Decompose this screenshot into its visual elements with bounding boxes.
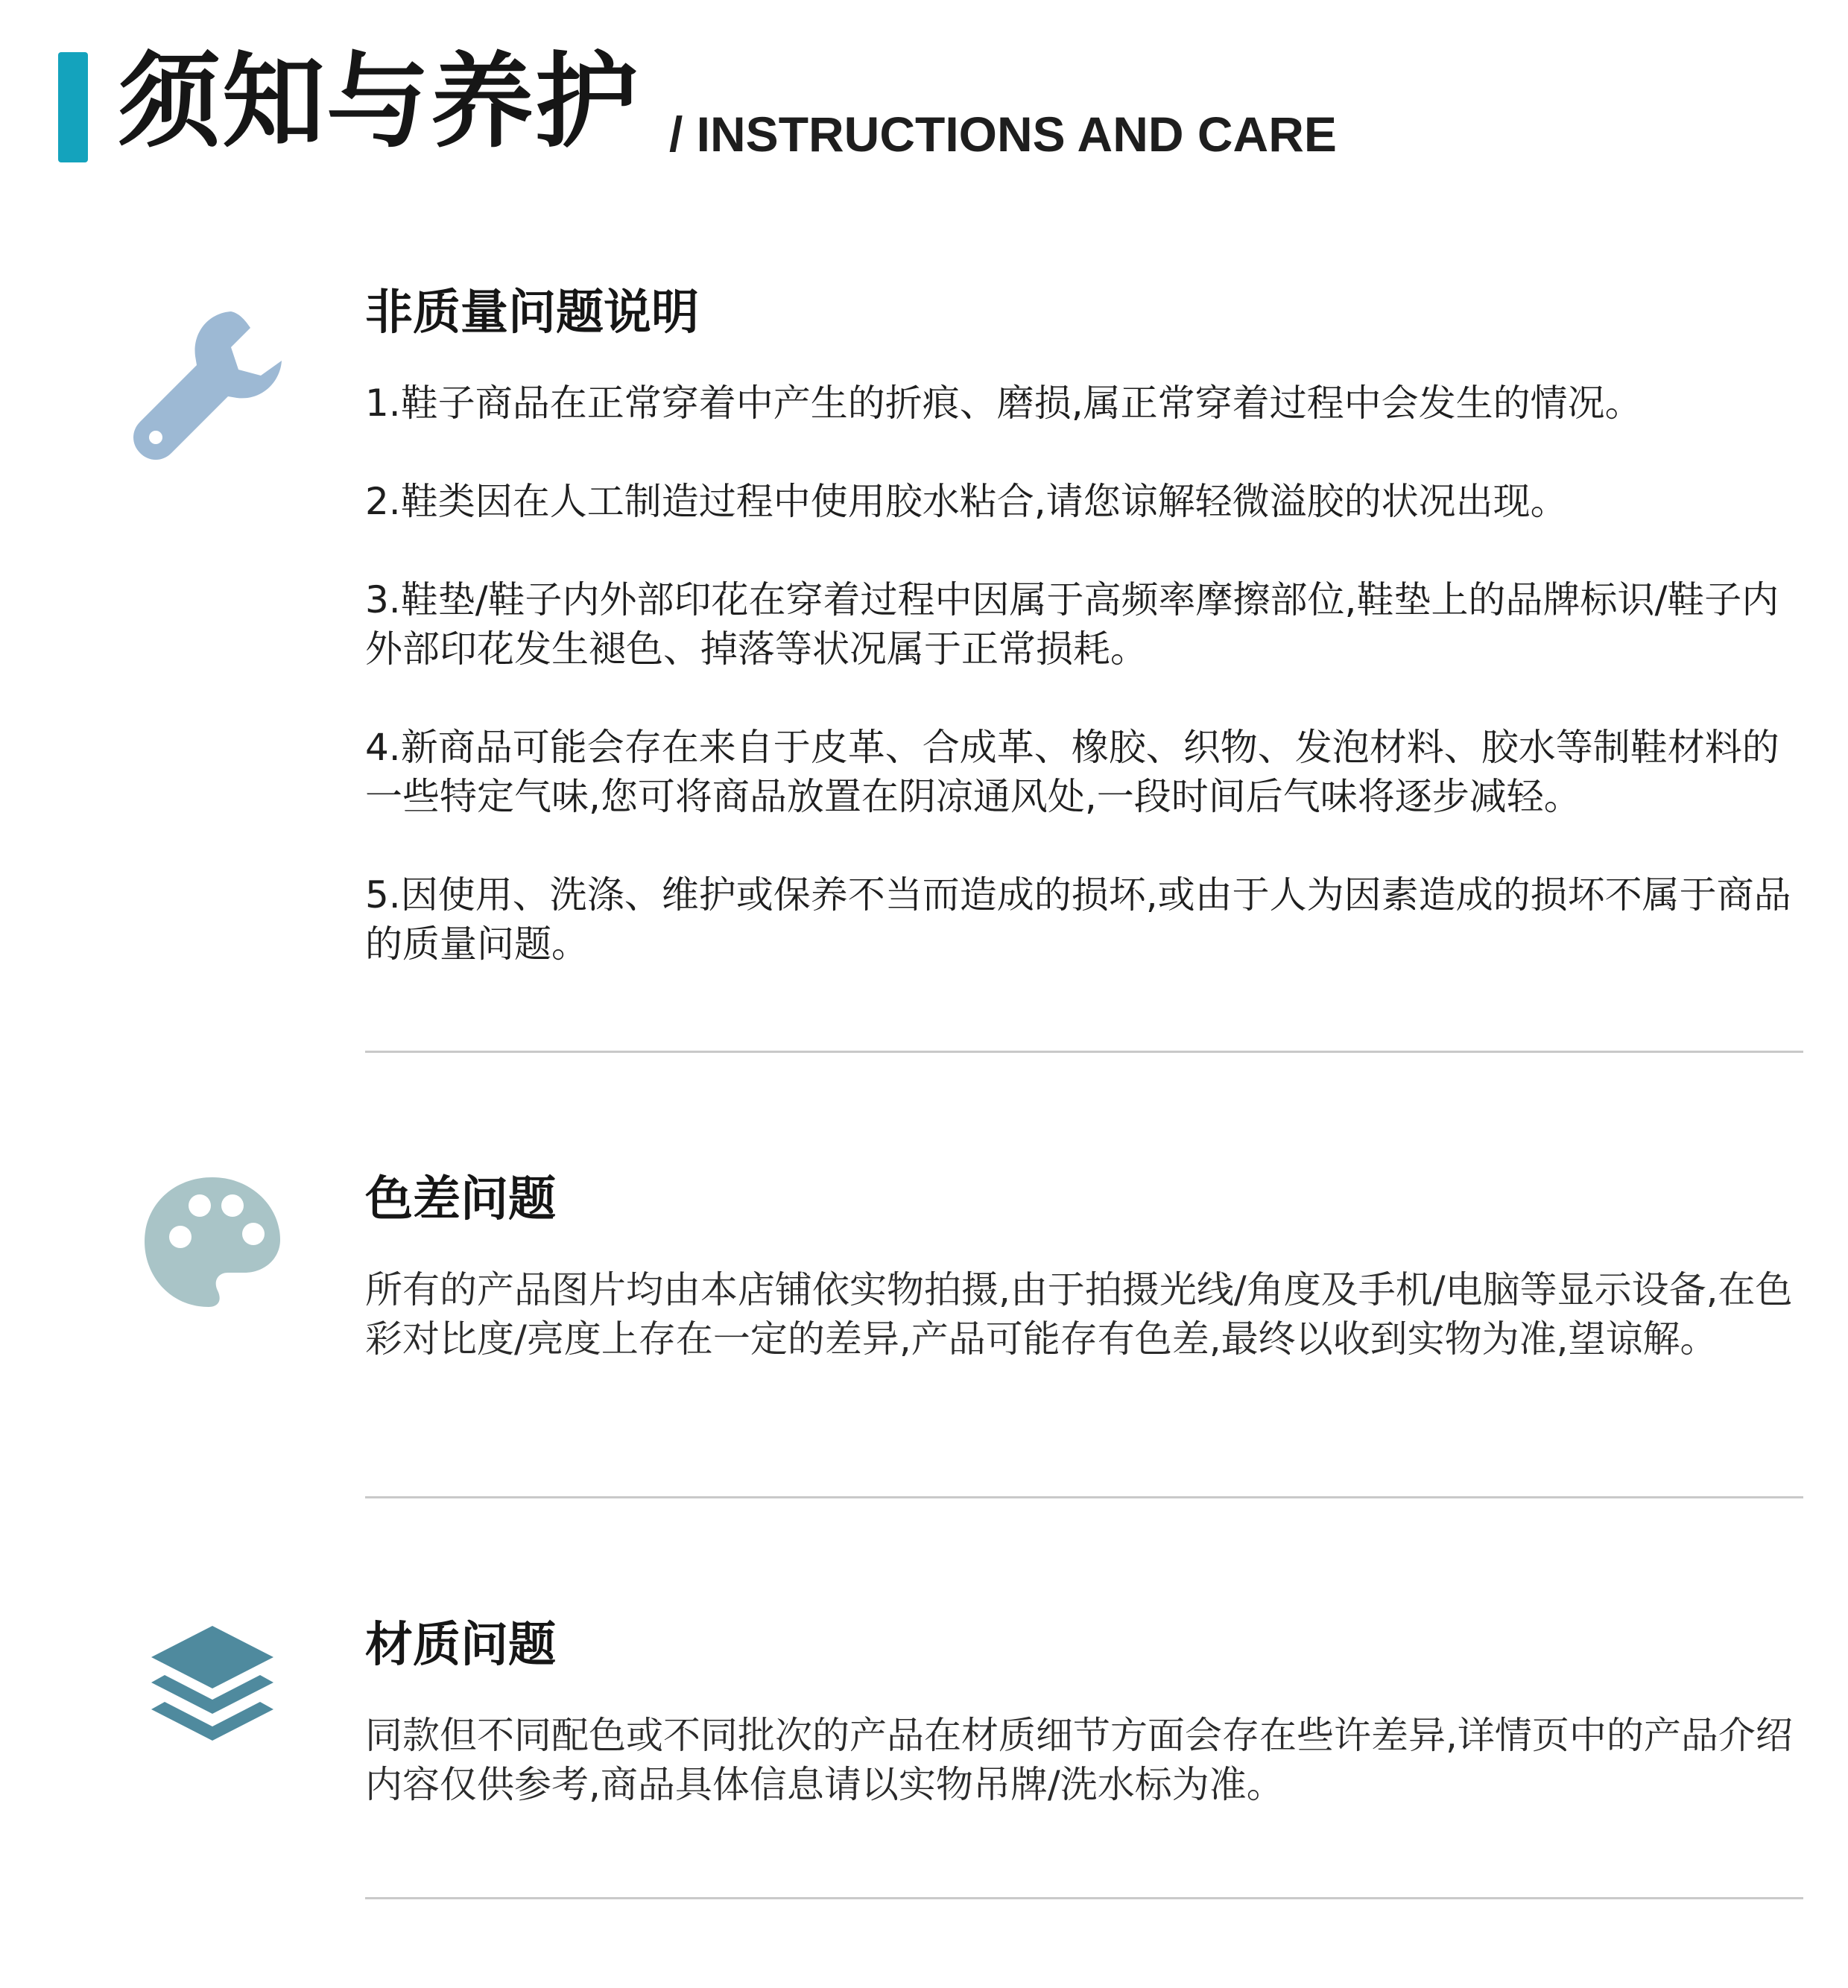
page-header bbox=[58, 42, 1772, 165]
paragraph: 5.因使用、洗涤、维护或保养不当而造成的损坏,或由于人为因素造成的损坏不属于商品的质量问题。 bbox=[365, 873, 1791, 966]
paragraph: 4.新商品可能会存在来自于皮革、合成革、橡胶、织物、发泡材料、胶水等制鞋材料的一些特定气味,您可将商品放置在阴凉通风处,一段时间后气味将逐步减轻。 bbox=[365, 726, 1779, 818]
section-material bbox=[0, 1615, 1848, 1913]
accent-bar bbox=[58, 52, 88, 162]
paragraph: 1.鞋子商品在正常穿着中产生的折痕、磨损,属正常穿着过程中会发生的情况。 bbox=[365, 382, 1642, 425]
section-paragraphs bbox=[365, 379, 1803, 1018]
paragraph: 3.鞋垫/鞋子内外部印花在穿着过程中因属于高频率摩擦部位,鞋垫上的品牌标识/鞋子内外部印花发生褪色、掉落等状况属于正常损耗。 bbox=[365, 578, 1779, 671]
section-divider bbox=[365, 1051, 1803, 1053]
palette-icon bbox=[142, 1171, 283, 1313]
section-color-difference bbox=[0, 1170, 1848, 1483]
paragraph: 所有的产品图片均由本店铺依实物拍摄,由于拍摄光线/角度及手机/电脑等显示设备,在色彩对比度/亮度上存在一定的差异,产品可能存有色差,最终以收到实物为准,望谅解。 bbox=[365, 1268, 1793, 1361]
page-subtitle: / INSTRUCTIONS AND CARE bbox=[669, 107, 1337, 162]
section-divider bbox=[365, 1897, 1803, 1899]
wrench-icon bbox=[119, 298, 291, 469]
section-title: 非质量问题说明 bbox=[365, 285, 699, 341]
section-paragraphs bbox=[365, 1711, 1803, 1858]
section-paragraphs bbox=[365, 1265, 1803, 1413]
paragraph: 2.鞋类因在人工制造过程中使用胶水粘合,请您谅解轻微溢胶的状况出现。 bbox=[365, 480, 1568, 523]
section-non-quality bbox=[0, 283, 1848, 1066]
section-divider bbox=[365, 1496, 1803, 1498]
paragraph: 同款但不同配色或不同批次的产品在材质细节方面会存在些许差异,详情页中的产品介绍内容仅供参考,商品具体信息请以实物吊牌/洗水标为准。 bbox=[365, 1714, 1793, 1806]
page-title: 须知与养护 bbox=[118, 42, 640, 162]
section-title: 材质问题 bbox=[365, 1618, 556, 1673]
layers-icon bbox=[145, 1623, 279, 1764]
section-title: 色差问题 bbox=[365, 1172, 556, 1227]
